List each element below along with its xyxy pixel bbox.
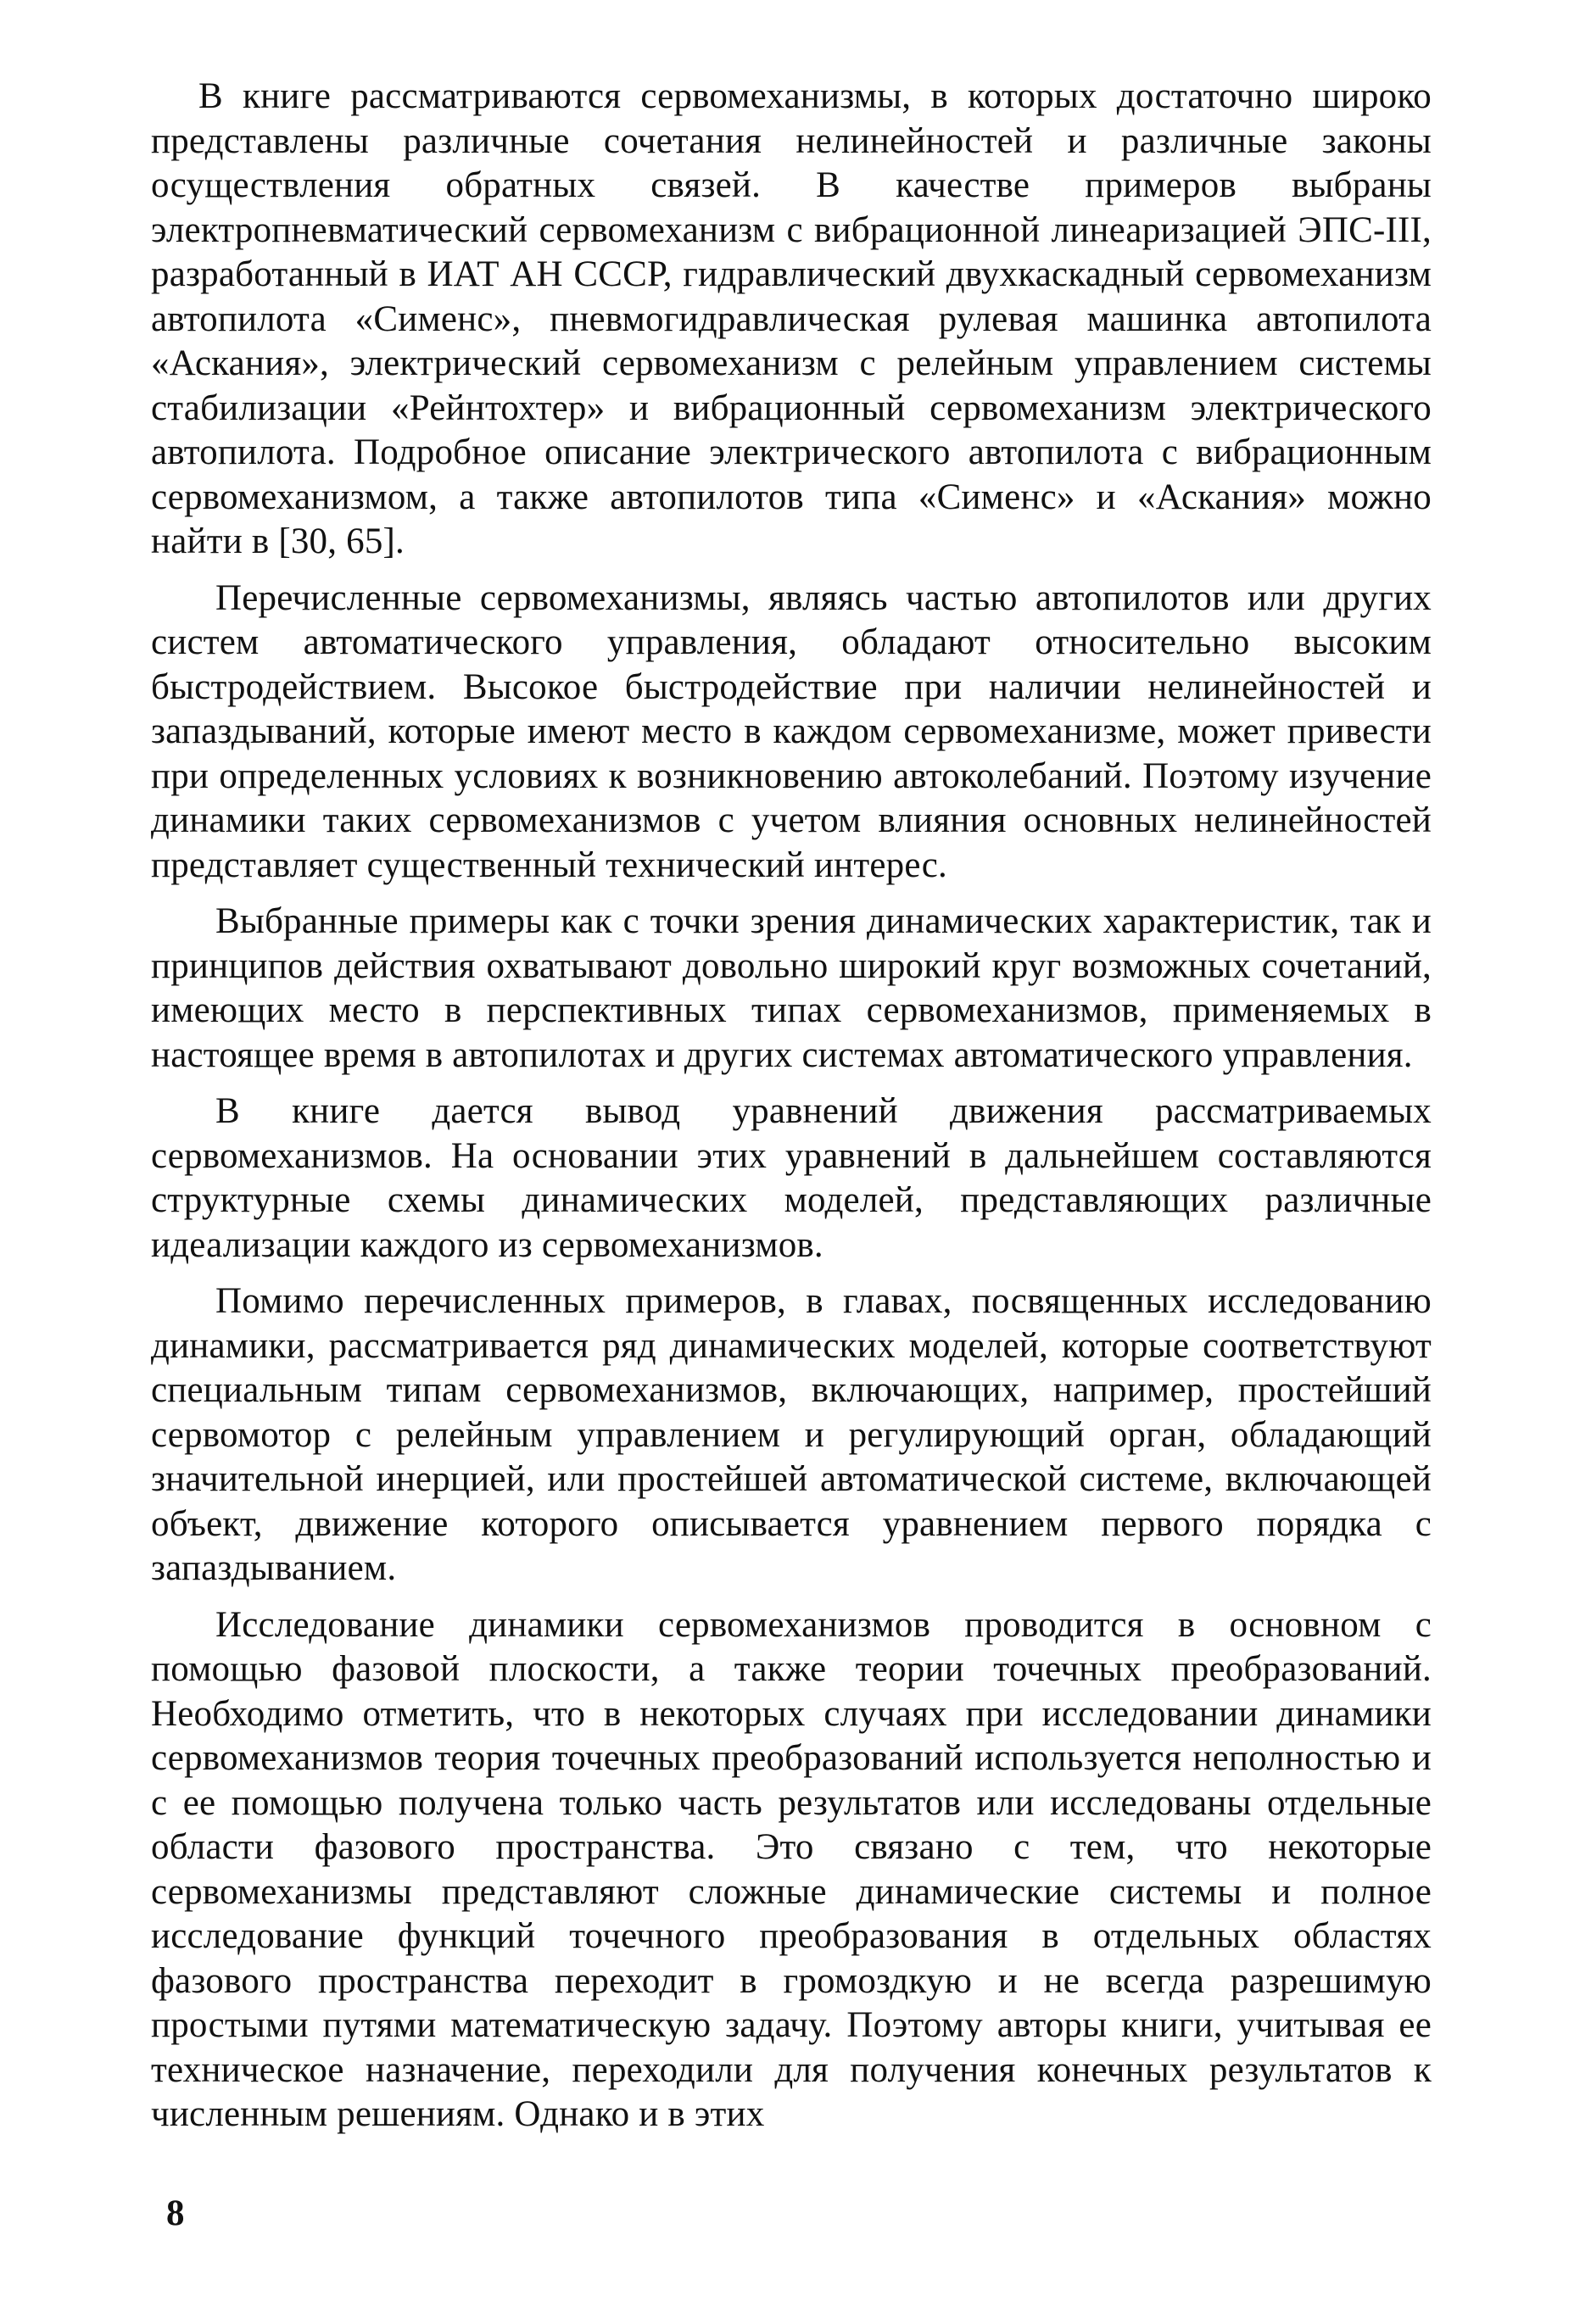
paragraph-1: В книге рассматриваются сервомеханизмы, в которых достаточно широко представлены различные сочетания нелинейностей и различные законы осуществления обратных связей. В качестве примеров выбраны электропневматический сервомеханизм с вибрационной линеаризацией ЭПС-III, разработанный в ИАТ АН СССР, гидравлический двухкаскадный сервомеханизм автопилота «Сименс», пневмогидравлическая рулевая машинка автопилота «Аскания», электрический сервомеханизм с релейным управлением системы стабилизации «Рейнтохтер» и вибрационный сервомеханизм электрического автопилота. Подробное описание электрического автопилота с вибрационным сервомеханизмом, а также автопилотов типа «Сименс» и «Аскания» можно найти в [30, 65]. <box>151 76 1432 561</box>
paragraph-6: Исследование динамики сервомеханизмов проводится в основном с помощью фазовой плоскости, а также теории точечных преобразований. Необходимо отметить, что в некоторых случаях при исследовании динамики сервомеханизмов теория точечных преобразований используется неполностью и с ее помощью получена только часть результатов или исследованы отдельные области фазового пространства. Это связано с тем, что некоторые сервомеханизмы представляют сложные динамические системы и полное исследование функций точечного преобразования в отдельных областях фазового пространства переходит в громоздкую и не всегда разрешимую простыми путями математическую задачу. Поэтому авторы книги, учитывая ее техническое назначение, переходили для получения конечных результатов к численным решениям. Однако и в этих <box>151 1604 1432 2134</box>
page-body <box>151 75 1432 2149</box>
page-number: 8 <box>166 2193 185 2233</box>
paragraph-4: В книге дается вывод уравнений движения рассматриваемых сервомеханизмов. На основании этих уравнений в дальнейшем составляются структурные схемы динамических моделей, представляющих различные идеализации каждого из сервомеханизмов. <box>151 1091 1432 1265</box>
paragraph-5: Помимо перечисленных примеров, в главах, посвященных исследованию динамики, рассматривается ряд динамических моделей, которые соответствуют специальным типам сервомеханизмов, включающих, например, простейший сервомотор с релейным управлением и регулирующий орган, обладающий значительной инерцией, или простейшей автоматической системе, включающей объект, движение которого описывается уравнением первого порядка с запаздыванием. <box>151 1281 1432 1588</box>
paragraph-3: Выбранные примеры как с точки зрения динамических характеристик, так и принципов действия охватывают довольно широкий круг возможных сочетаний, имеющих место в перспективных типах сервомеханизмов, применяемых в настоящее время в автопилотах и других системах автоматического управления. <box>151 901 1432 1075</box>
paragraph-2: Перечисленные сервомеханизмы, являясь частью автопилотов или других систем автоматического управления, обладают относительно высоким быстродействием. Высокое быстродействие при наличии нелинейностей и запаздываний, которые имеют место в каждом сервомеханизме, может привести при определенных условиях к возникновению автоколебаний. Поэтому изучение динамики таких сервомеханизмов с учетом влияния основных нелинейностей представляет существенный технический интерес. <box>151 577 1432 885</box>
